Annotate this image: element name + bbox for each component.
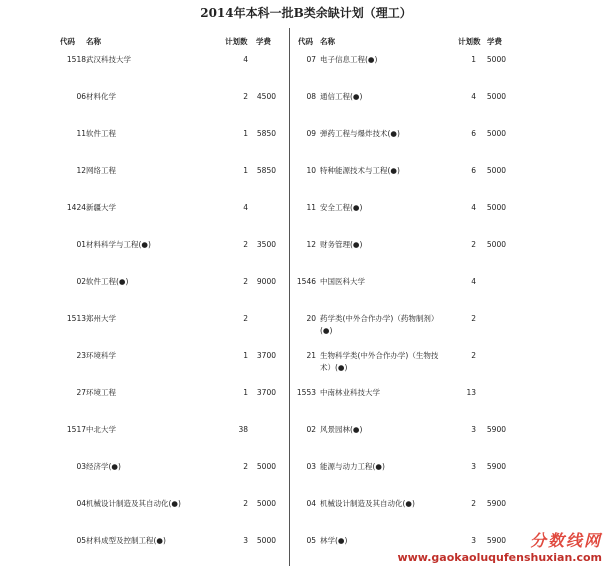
row-code: 04 (76, 499, 86, 508)
row-name: 郑州大学 (86, 314, 116, 323)
row-code: 1517 (66, 425, 86, 434)
row-code: 21 (306, 351, 316, 360)
row-fee: 5900 (486, 425, 506, 434)
row-code: 03 (306, 462, 316, 471)
row-plan: 13 (466, 388, 476, 397)
row-name: 电子信息工程(●) (320, 55, 378, 64)
row-fee: 5000 (256, 499, 276, 508)
row-code: 1513 (66, 314, 86, 323)
row-fee: 5000 (256, 462, 276, 471)
row-name: 风景园林(●) (320, 425, 363, 434)
row-code: 04 (306, 499, 316, 508)
row-plan: 3 (471, 462, 476, 471)
row-fee: 9000 (256, 277, 276, 286)
row-plan: 3 (471, 425, 476, 434)
row-code: 02 (76, 277, 86, 286)
row-code: 09 (306, 129, 316, 138)
row-plan: 2 (243, 462, 248, 471)
row-code: 1518 (66, 55, 86, 64)
row-plan: 1 (471, 55, 476, 64)
watermark-url: www.gaokaoluqufenshuxian.com (397, 551, 602, 564)
page-title: 2014年本科一批B类余缺计划（理工） (200, 6, 412, 20)
row-plan: 2 (471, 351, 476, 360)
row-name: 机械设计制造及其自动化(●) (86, 499, 181, 508)
row-plan: 2 (243, 92, 248, 101)
row-name: 经济学(●) (86, 462, 121, 471)
row-fee: 5900 (486, 536, 506, 545)
row-fee: 3500 (256, 240, 276, 249)
row-name: 软件工程(●) (86, 277, 129, 286)
row-name: 能源与动力工程(●) (320, 462, 385, 471)
row-code: 1553 (296, 388, 316, 397)
row-plan: 2 (471, 499, 476, 508)
row-fee: 5000 (486, 240, 506, 249)
table-header (0, 36, 288, 50)
row-fee: 5000 (486, 92, 506, 101)
column-divider (289, 28, 290, 566)
row-plan: 2 (471, 314, 476, 323)
row-plan: 6 (471, 166, 476, 175)
row-name: 特种能源技术与工程(●) (320, 166, 400, 175)
row-plan: 4 (243, 203, 248, 212)
row-name: 弹药工程与爆炸技术(●) (320, 129, 400, 138)
row-plan: 2 (243, 499, 248, 508)
row-plan: 4 (243, 55, 248, 64)
row-fee: 5000 (486, 129, 506, 138)
row-fee: 5000 (486, 203, 506, 212)
row-name: 软件工程 (86, 129, 116, 138)
row-fee: 3700 (256, 351, 276, 360)
watermark-brand: 分数线网 (529, 531, 602, 550)
header-name: 名称 (86, 37, 101, 46)
row-name: 通信工程(●) (320, 92, 363, 101)
row-code: 27 (76, 388, 86, 397)
row-code: 11 (306, 203, 316, 212)
row-plan: 1 (243, 388, 248, 397)
row-fee: 5850 (256, 166, 276, 175)
row-plan: 1 (243, 129, 248, 138)
row-name: 材料科学与工程(●) (86, 240, 151, 249)
row-name: 生物科学类(中外合作办学)（生物技术）(●) (320, 351, 439, 372)
row-plan: 6 (471, 129, 476, 138)
row-code: 01 (76, 240, 86, 249)
row-fee: 4500 (256, 92, 276, 101)
row-fee: 3700 (256, 388, 276, 397)
row-code: 11 (76, 129, 86, 138)
row-fee: 5000 (486, 166, 506, 175)
header-fee: 学费 (256, 37, 271, 46)
row-name: 中北大学 (86, 425, 116, 434)
row-name: 林学(●) (320, 536, 348, 545)
row-fee: 5900 (486, 462, 506, 471)
row-fee: 5900 (486, 499, 506, 508)
row-fee: 5000 (256, 536, 276, 545)
row-name: 网络工程 (86, 166, 116, 175)
row-code: 03 (76, 462, 86, 471)
header-fee: 学费 (487, 37, 502, 46)
row-code: 12 (306, 240, 316, 249)
row-code: 02 (306, 425, 316, 434)
row-plan: 3 (243, 536, 248, 545)
row-code: 07 (306, 55, 316, 64)
row-code: 23 (76, 351, 86, 360)
row-name: 机械设计制造及其自动化(●) (320, 499, 415, 508)
row-name: 中国医科大学 (320, 277, 365, 286)
row-name: 材料化学 (86, 92, 116, 101)
row-code: 1424 (66, 203, 86, 212)
site-watermark (397, 528, 602, 564)
row-plan: 38 (238, 425, 248, 434)
row-plan: 2 (471, 240, 476, 249)
row-code: 12 (76, 166, 86, 175)
row-plan: 1 (243, 351, 248, 360)
table-header (290, 36, 612, 50)
row-plan: 2 (243, 240, 248, 249)
row-fee: 5850 (256, 129, 276, 138)
header-code: 代码 (60, 37, 75, 46)
row-plan: 1 (243, 166, 248, 175)
row-name: 中南林业科技大学 (320, 388, 380, 397)
row-plan: 3 (471, 536, 476, 545)
row-name: 财务管理(●) (320, 240, 363, 249)
header-plan: 计划数 (225, 37, 248, 46)
header-name: 名称 (320, 37, 335, 46)
row-plan: 4 (471, 92, 476, 101)
row-plan: 4 (471, 203, 476, 212)
row-code: 20 (306, 314, 316, 323)
row-code: 05 (76, 536, 86, 545)
row-plan: 2 (243, 314, 248, 323)
row-name: 环境工程 (86, 388, 116, 397)
row-name: 新疆大学 (86, 203, 116, 212)
row-code: 08 (306, 92, 316, 101)
header-code: 代码 (298, 37, 313, 46)
header-plan: 计划数 (458, 37, 481, 46)
row-name: 武汉科技大学 (86, 55, 131, 64)
row-name: 安全工程(●) (320, 203, 363, 212)
row-code: 05 (306, 536, 316, 545)
row-name: 药学类(中外合作办学)（药物制剂）(●) (320, 314, 439, 335)
row-code: 1546 (296, 277, 316, 286)
row-name: 材料成型及控制工程(●) (86, 536, 166, 545)
row-plan: 2 (243, 277, 248, 286)
row-code: 06 (76, 92, 86, 101)
row-code: 10 (306, 166, 316, 175)
row-fee: 5000 (486, 55, 506, 64)
row-name: 环境科学 (86, 351, 116, 360)
row-plan: 4 (471, 277, 476, 286)
